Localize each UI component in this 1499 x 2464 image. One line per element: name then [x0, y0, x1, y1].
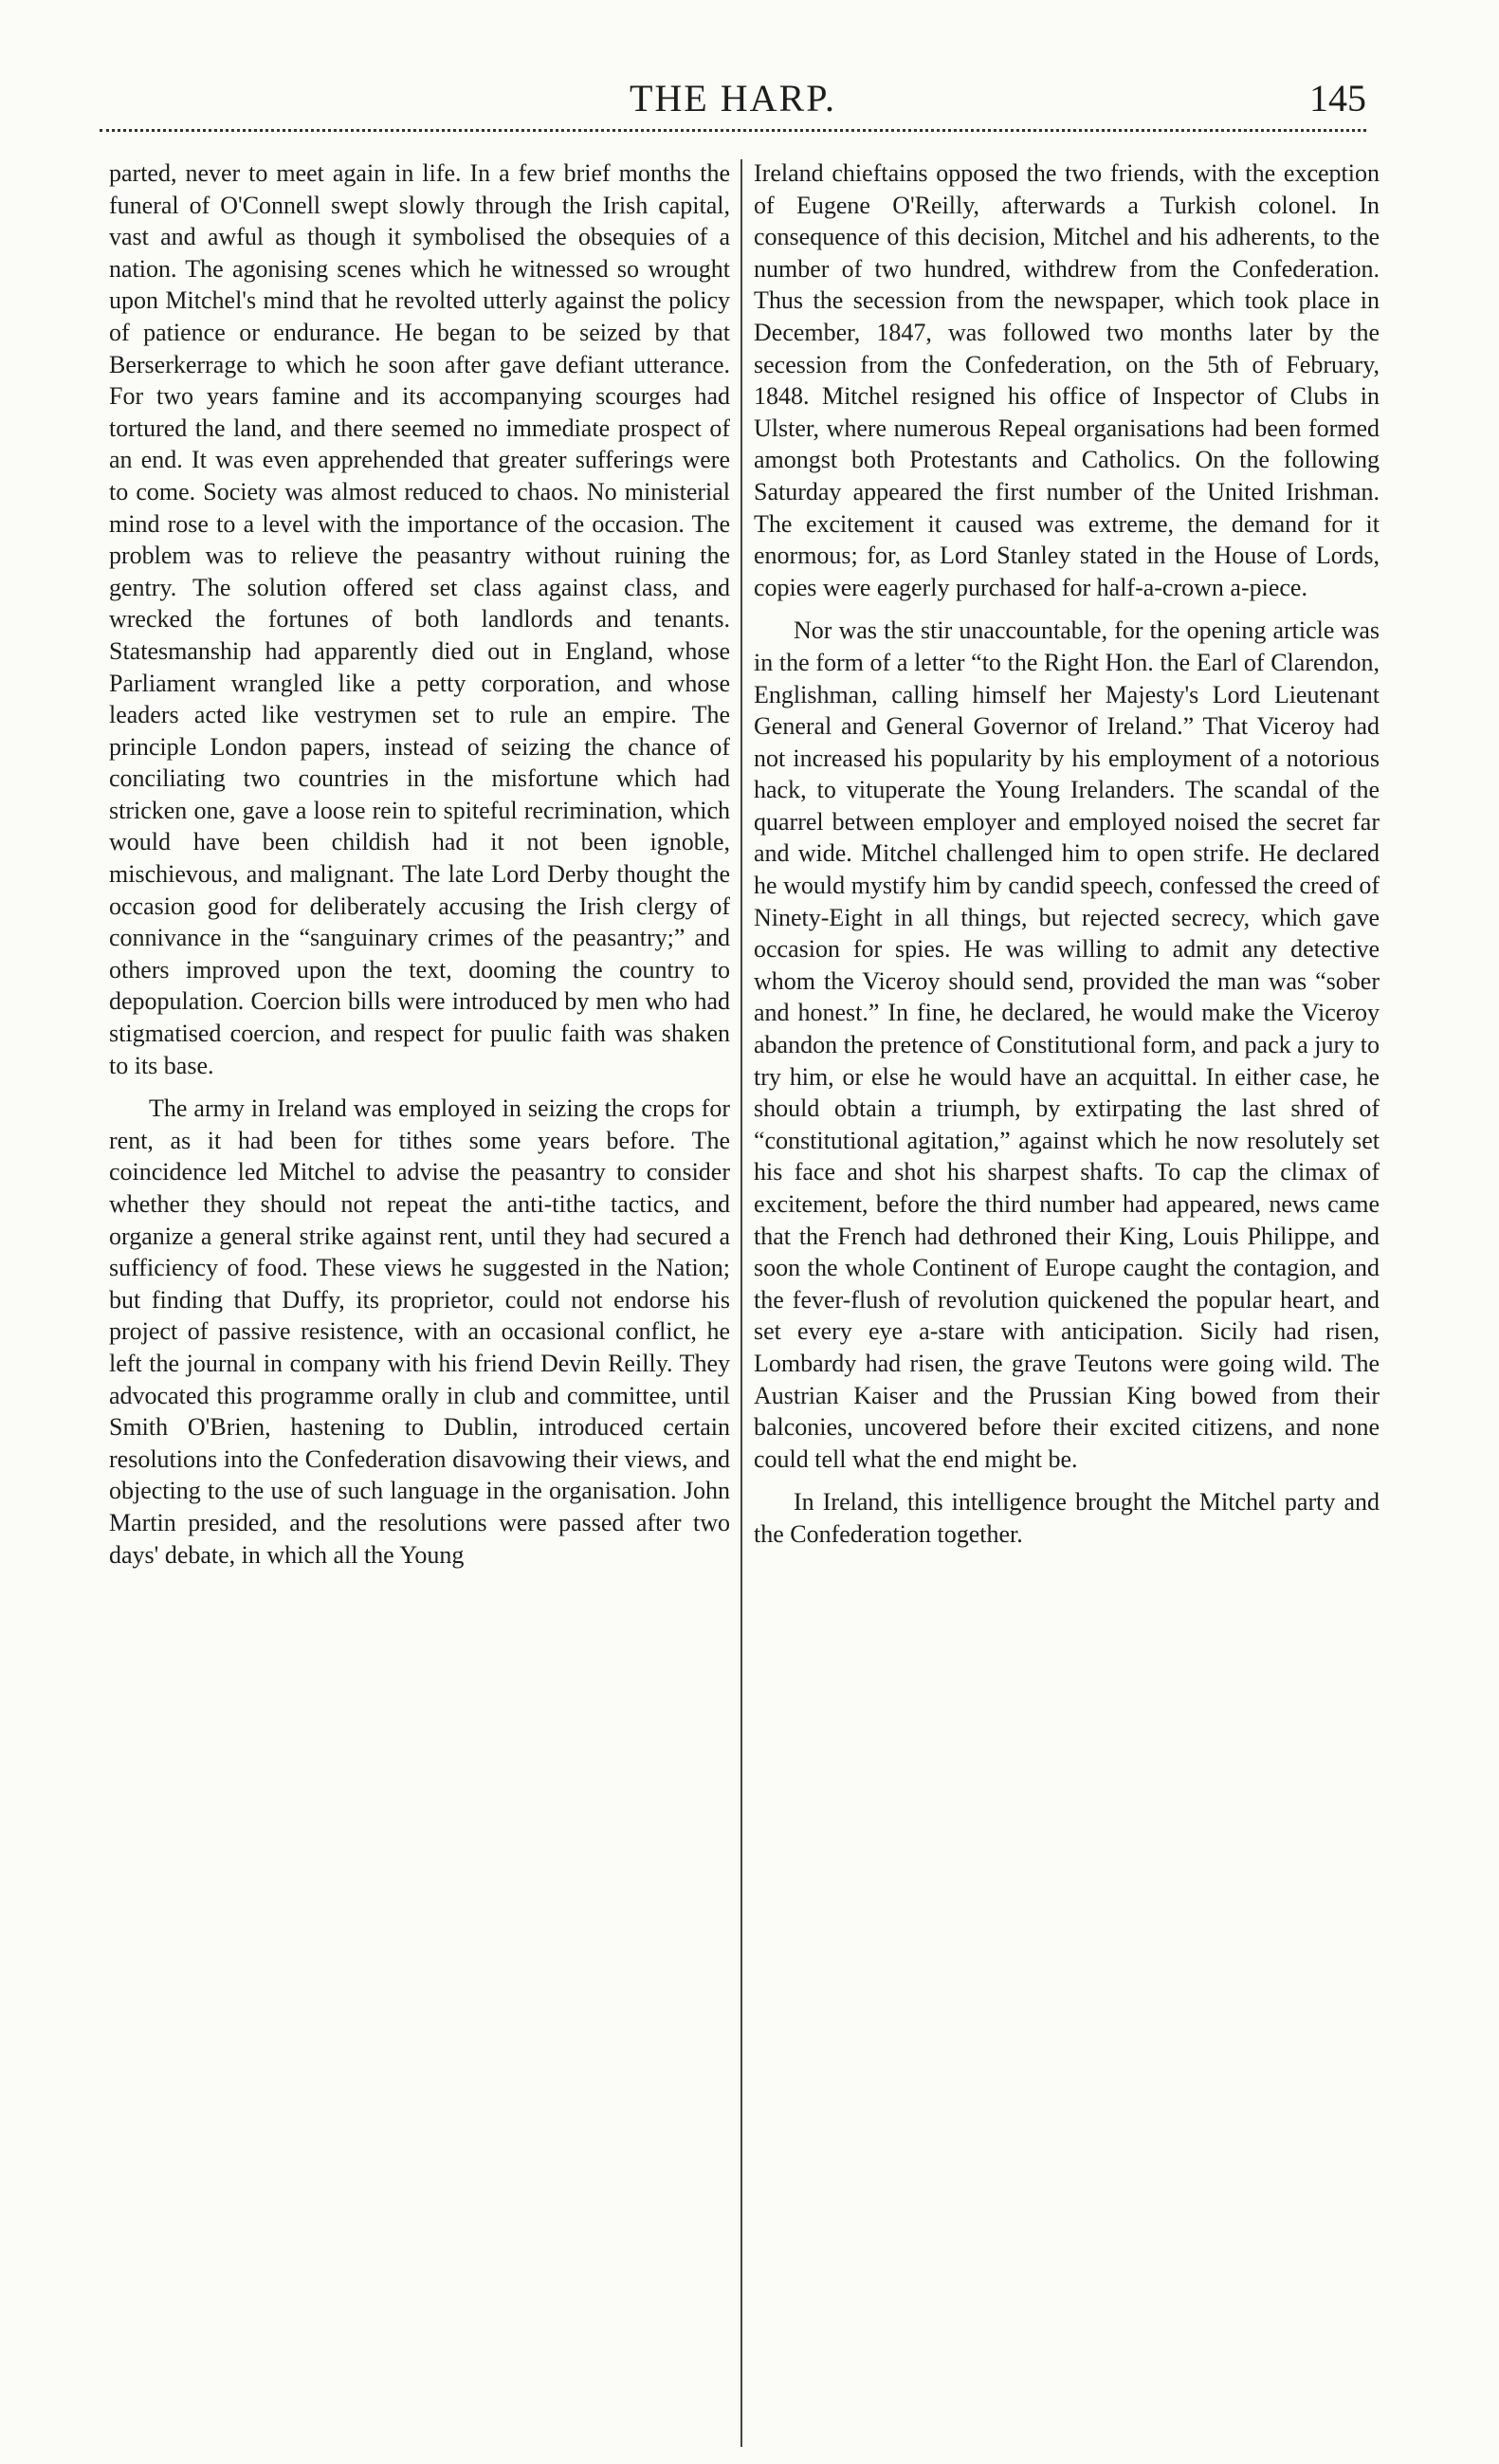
left-column — [109, 157, 730, 2443]
paragraph: In Ireland, this intelligence brought the Mitchel party and the Confederation together. — [754, 1488, 1380, 1548]
right-column — [754, 157, 1380, 2443]
page-number: 145 — [1309, 77, 1366, 120]
paragraph: Nor was the stir unaccountable, for the opening article was in the form of a letter “to the Right Hon. the Earl of Clarendon, Englishman, calling himself her Majesty's Lord Lieutenant General and General Governor of Ireland.” That Viceroy had not increased his popularity by his employment of a notorious hack, to vituperate the Young Irelanders. The scandal of the quarrel between employer and employed noised the secret far and wide. Mitchel challenged him to open strife. He declared he would mystify him by candid speech, confessed the creed of Ninety-Eight in all things, but rejected secrecy, which gave occasion for spies. He was willing to admit any detective whom the Viceroy should send, provided the man was “sober and honest.” In fine, he declared, he would make the Viceroy abandon the pretence of Constitutional form, and pack a jury to try him, or else he would have an acquittal. In either case, he should obtain a triumph, by extirpating the last shred of “constitutional agitation,” against which he now resolutely set his face and shot his sharpest shafts. To cap the climax of excitement, before the third number had appeared, news came that the French had dethroned their King, Louis Philippe, and soon the whole Continent of Europe caught the contagion, and the fever-flush of revolution quickened the popular heart, and set every eye a-stare with anticipation. Sicily had risen, Lombardy had risen, the grave Teutons were going wild. The Austrian Kaiser and the Prussian King bowed from their balconies, uncovered before their excited citizens, and none could tell what the end might be. — [754, 616, 1380, 1473]
paragraph: parted, never to meet again in life. In a few brief months the funeral of O'Connell swept slowly through the Irish capital, vast and awful as though it symbolised the obsequies of a nation. The agonising scenes which he witnessed so wrought upon Mitchel's mind that he revolted utterly against the policy of patience or endurance. He began to be seized by that Berserkerrage to which he soon after gave defiant utterance. For two years famine and its accompanying scourges had tortured the land, and there seemed no immediate prospect of an end. It was even apprehended that greater sufferings were to come. Society was almost reduced to chaos. No ministerial mind rose to a level with the importance of the occasion. The problem was to relieve the peasantry without ruining the gentry. The solution offered set class against class, and wrecked the fortunes of both landlords and tenants. Statesmanship had apparently died out in England, whose Parliament wrangled like a petty corporation, and whose leaders acted like vestrymen set to rule an empire. The principle London papers, instead of seizing the chance of conciliating two countries in the misfortune which had stricken one, gave a loose rein to spiteful recrimination, which would have been childish had it not been ignoble, mischievous, and malignant. The late Lord Derby thought the occasion good for deliberately accusing the Irish clergy of connivance in the “sanguinary crimes of the peasantry;” and others improved upon the text, dooming the country to depopulation. Coercion bills were introduced by men who had stigmatised coercion, and respect for puulic faith was shaken to its base. — [109, 159, 730, 1079]
header-rule — [100, 129, 1366, 132]
page-header — [100, 74, 1366, 135]
paragraph: Ireland chieftains opposed the two friends, with the exception of Eugene O'Reilly, afterwards a Turkish colonel. In consequence of this decision, Mitchel and his adherents, to the number of two hundred, withdrew from the Confederation. Thus the secession from the newspaper, which took place in December, 1847, was followed two months later by the secession from the Confederation, on the 5th of February, 1848. Mitchel resigned his office of Inspector of Clubs in Ulster, where numerous Repeal organisations had been formed amongst both Protestants and Catholics. On the following Saturday appeared the first number of the United Irishman. The excitement it caused was extreme, the demand for it enormous; for, as Lord Stanley stated in the House of Lords, copies were eagerly purchased for half-a-crown a-piece. — [754, 159, 1380, 601]
paragraph: The army in Ireland was employed in seizing the crops for rent, as it had been for tithes some years before. The coincidence led Mitchel to advise the peasantry to consider whether they should not repeat the anti-tithe tactics, and organize a general strike against rent, until they had secured a sufficiency of food. These views he suggested in the Nation; but finding that Duffy, its proprietor, could not endorse his project of passive resistence, with an occasional conflict, he left the journal in company with his friend Devin Reilly. They advocated this programme orally in club and committee, until Smith O'Brien, hastening to Dublin, introduced certain resolutions into the Confederation disavowing their views, and objecting to the use of such language in the organisation. John Martin presided, and the resolutions were passed after two days' debate, in which all the Young — [109, 1094, 730, 1569]
column-divider — [740, 159, 742, 2447]
journal-title: THE HARP. — [629, 77, 837, 120]
